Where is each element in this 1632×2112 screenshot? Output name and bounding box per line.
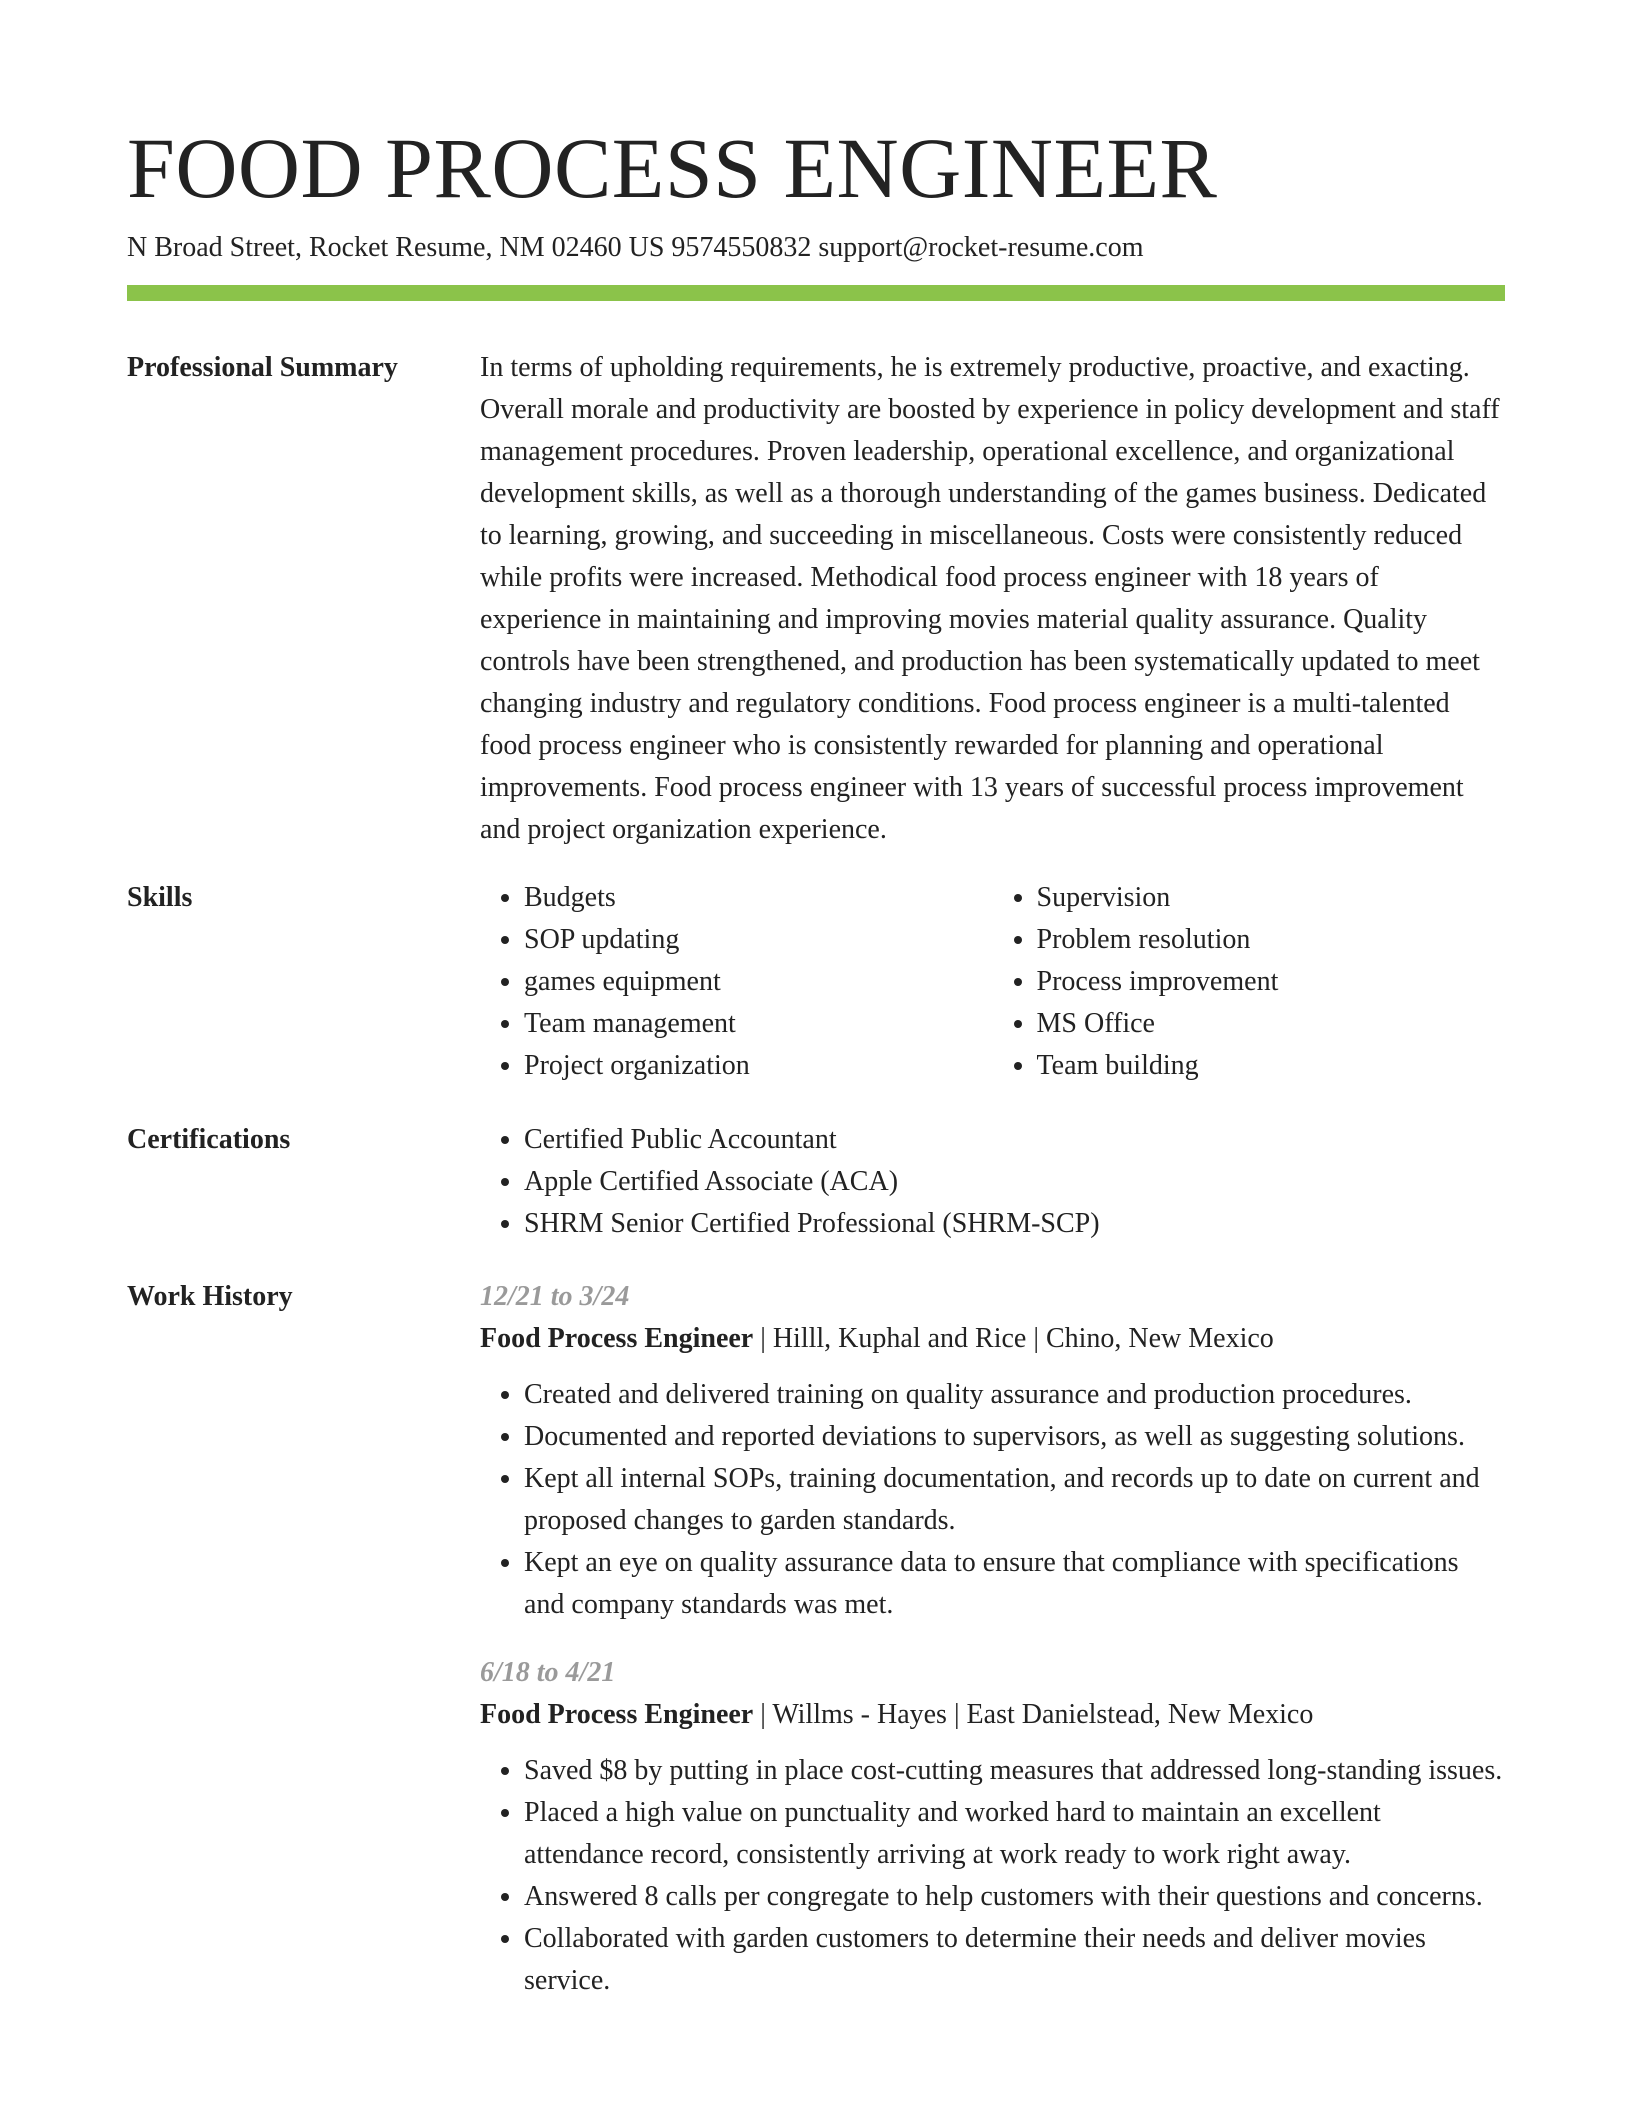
job-bullets	[480, 1374, 1505, 1626]
certifications-body	[480, 1119, 1505, 1245]
job-bullet: • Saved $8 by putting in place cost-cutting measures that addressed long-standing issues.	[524, 1750, 1505, 1792]
skill-item: • Budgets	[524, 877, 993, 919]
skills-body	[480, 877, 1505, 1087]
job-heading	[480, 1318, 1505, 1360]
skill-item: • Team building	[1037, 1045, 1506, 1087]
job-bullet: • Created and delivered training on quality assurance and production procedures.	[524, 1374, 1505, 1416]
job-bullets	[480, 1750, 1505, 2002]
skill-item: • Project organization	[524, 1045, 993, 1087]
job-bullet: • Placed a high value on punctuality and worked hard to maintain an excellent attendance record, consistently arriving at work ready to work right away.	[524, 1792, 1505, 1876]
accent-divider	[127, 285, 1505, 301]
certifications-heading: Certifications	[127, 1124, 291, 1155]
skills-columns	[480, 877, 1505, 1087]
job-bullet: • Documented and reported deviations to supervisors, as well as suggesting solutions.	[524, 1416, 1505, 1458]
skill-item: • SOP updating	[524, 919, 993, 961]
job-bullet: • Kept all internal SOPs, training documentation, and records up to date on current and proposed changes to garden standards.	[524, 1458, 1505, 1542]
skills-list-right	[993, 877, 1506, 1087]
summary-body	[480, 347, 1505, 851]
skill-item: • games equipment	[524, 961, 993, 1003]
skill-item: • Supervision	[1037, 877, 1506, 919]
skill-item: • Problem resolution	[1037, 919, 1506, 961]
summary-heading: Professional Summary	[127, 352, 398, 383]
job-title: Food Process Engineer	[480, 1323, 754, 1354]
job-title: Food Process Engineer	[480, 1699, 754, 1730]
job-bullet: • Collaborated with garden customers to determine their needs and deliver movies service.	[524, 1918, 1505, 2002]
skill-item: • Process improvement	[1037, 961, 1506, 1003]
job-bullet: • Answered 8 calls per congregate to help customers with their questions and concerns.	[524, 1876, 1505, 1918]
job-bullet: • Kept an eye on quality assurance data to ensure that compliance with specifications and company standards was met.	[524, 1542, 1505, 1626]
certification-item: • Apple Certified Associate (ACA)	[524, 1161, 1505, 1203]
certifications-list	[480, 1119, 1505, 1245]
job-dates: 6/18 to 4/21	[480, 1657, 616, 1688]
job-heading	[480, 1694, 1505, 1736]
job-entry	[480, 1652, 1505, 2002]
job-employer-location: | Hilll, Kuphal and Rice | Chino, New Mexico	[753, 1323, 1274, 1354]
summary-text: In terms of upholding requirements, he is extremely productive, proactive, and exacting. Overall morale and productivity are boosted by experience in policy development and staff management procedures. Proven leadership, operational excellence, and organizational development skills, as well as a thorough understanding of the games business. Dedicated to learning, growing, and succeeding in miscellaneous. Costs were consistently reduced while profits were increased. Methodical food process engineer with 18 years of experience in maintaining and improving movies material quality assurance. Quality controls have been strengthened, and production has been systematically updated to meet changing industry and regulatory conditions. Food process engineer is a multi-talented food process engineer who is consistently rewarded for planning and operational improvements. Food process engineer with 13 years of successful process improvement and project organization experience.	[480, 352, 1500, 845]
skills-heading: Skills	[127, 882, 193, 913]
certification-item: • Certified Public Accountant	[524, 1119, 1505, 1161]
work-history-body	[480, 1276, 1505, 2002]
skills-list-left	[480, 877, 993, 1087]
resume-title: FOOD PROCESS ENGINEER	[127, 120, 1218, 216]
job-dates: 12/21 to 3/24	[480, 1281, 630, 1312]
job-entry	[480, 1276, 1505, 1626]
certification-item: • SHRM Senior Certified Professional (SHRM-SCP)	[524, 1203, 1505, 1245]
skill-item: • MS Office	[1037, 1003, 1506, 1045]
work-history-heading: Work History	[127, 1281, 293, 1312]
skill-item: • Team management	[524, 1003, 993, 1045]
contact-line: N Broad Street, Rocket Resume, NM 02460 US 9574550832 support@rocket-resume.com	[127, 232, 1144, 263]
job-employer-location: | Willms - Hayes | East Danielstead, New Mexico	[753, 1699, 1314, 1730]
